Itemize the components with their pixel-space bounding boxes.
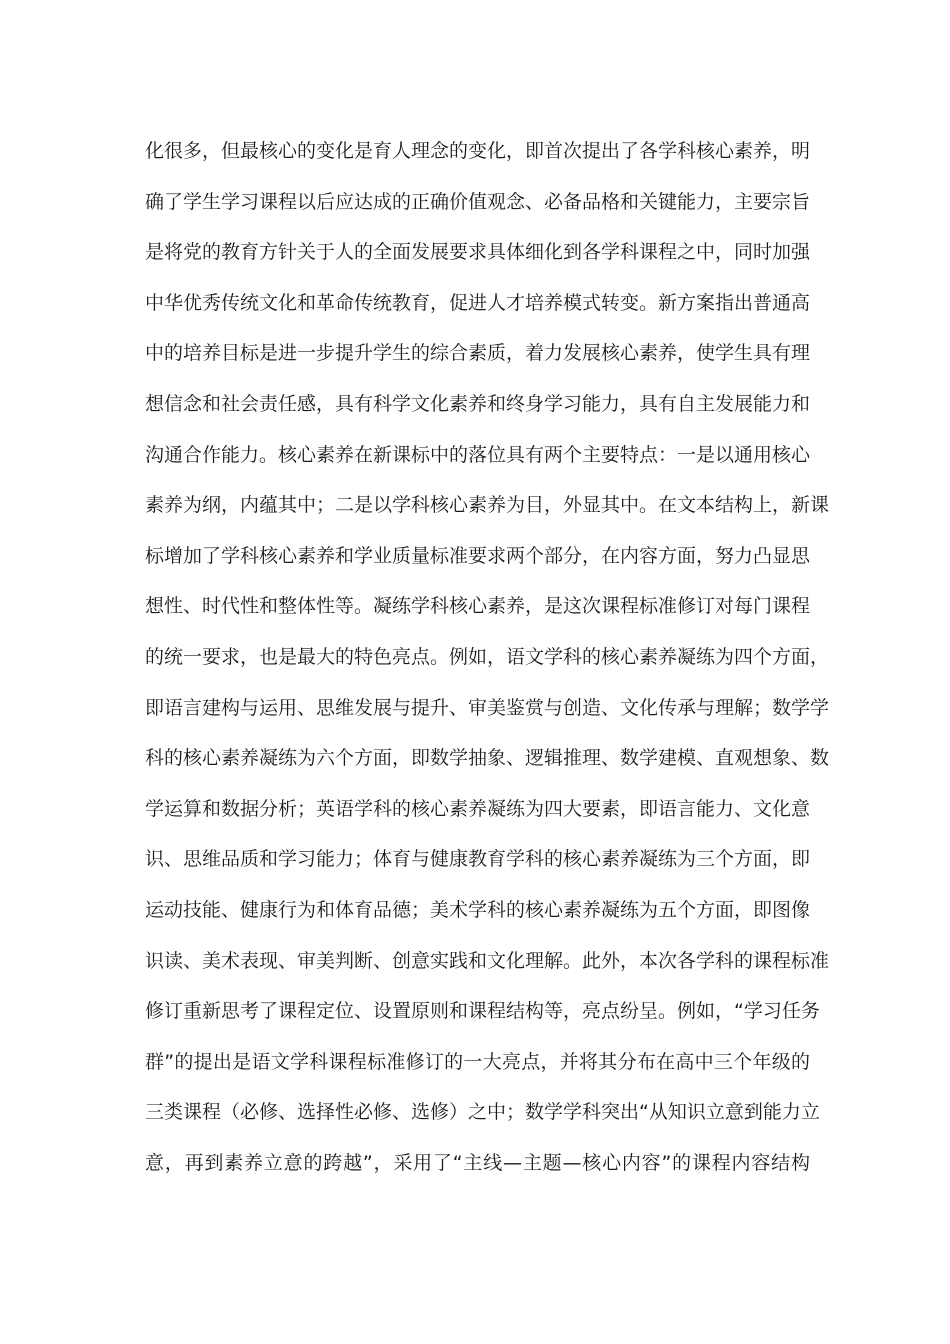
- text-line: 识读、美术表现、审美判断、创意实践和文化理解。此外，本次各学科的课程标准: [145, 949, 830, 972]
- text-line: 运动技能、健康行为和体育品德；美术学科的核心素养凝练为五个方面，即图像: [145, 898, 811, 921]
- text-line: 三类课程（必修、选择性必修、选修）之中；数学学科突出“从知识立意到能力立: [145, 1101, 820, 1124]
- text-line: 中华优秀传统文化和革命传统教育，促进人才培养模式转变。新方案指出普通高: [145, 291, 811, 314]
- text-line: 素养为纲，内蕴其中；二是以学科核心素养为目，外显其中。在文本结构上，新课: [145, 494, 830, 517]
- text-line: 群”的提出是语文学科课程标准修订的一大亮点，并将其分布在高中三个年级的: [145, 1050, 810, 1073]
- text-line: 中的培养目标是进一步提升学生的综合素质，着力发展核心素养，使学生具有理: [145, 342, 811, 365]
- text-line: 的统一要求，也是最大的特色亮点。例如，语文学科的核心素养凝练为四个方面，: [145, 645, 830, 668]
- text-line: 识、思维品质和学习能力；体育与健康教育学科的核心素养凝练为三个方面，即: [145, 848, 811, 871]
- body-text: [145, 131, 830, 1193]
- text-line: 即语言建构与运用、思维发展与提升、审美鉴赏与创造、文化传承与理解；数学学: [145, 696, 830, 719]
- text-line: 标增加了学科核心素养和学业质量标准要求两个部分，在内容方面，努力凸显思: [145, 544, 811, 567]
- text-line: 意，再到素养立意的跨越”，采用了“主线—主题—核心内容”的课程内容结构: [145, 1151, 810, 1174]
- text-line: 想信念和社会责任感，具有科学文化素养和终身学习能力，具有自主发展能力和: [145, 392, 811, 415]
- text-line: 是将党的教育方针关于人的全面发展要求具体细化到各学科课程之中，同时加强: [145, 241, 811, 264]
- text-line: 确了学生学习课程以后应达成的正确价值观念、必备品格和关键能力，主要宗旨: [145, 190, 811, 213]
- text-line: 科的核心素养凝练为六个方面，即数学抽象、逻辑推理、数学建模、直观想象、数: [145, 747, 830, 770]
- text-line: 修订重新思考了课程定位、设置原则和课程结构等，亮点纷呈。例如，“学习任务: [145, 1000, 820, 1023]
- text-line: 化很多，但最核心的变化是育人理念的变化，即首次提出了各学科核心素养，明: [145, 140, 811, 162]
- text-line: 想性、时代性和整体性等。凝练学科核心素养，是这次课程标准修订对每门课程: [145, 595, 811, 618]
- text-line: 沟通合作能力。核心素养在新课标中的落位具有两个主要特点：一是以通用核心: [145, 443, 811, 466]
- text-line: 学运算和数据分析；英语学科的核心素养凝练为四大要素，即语言能力、文化意: [145, 797, 811, 820]
